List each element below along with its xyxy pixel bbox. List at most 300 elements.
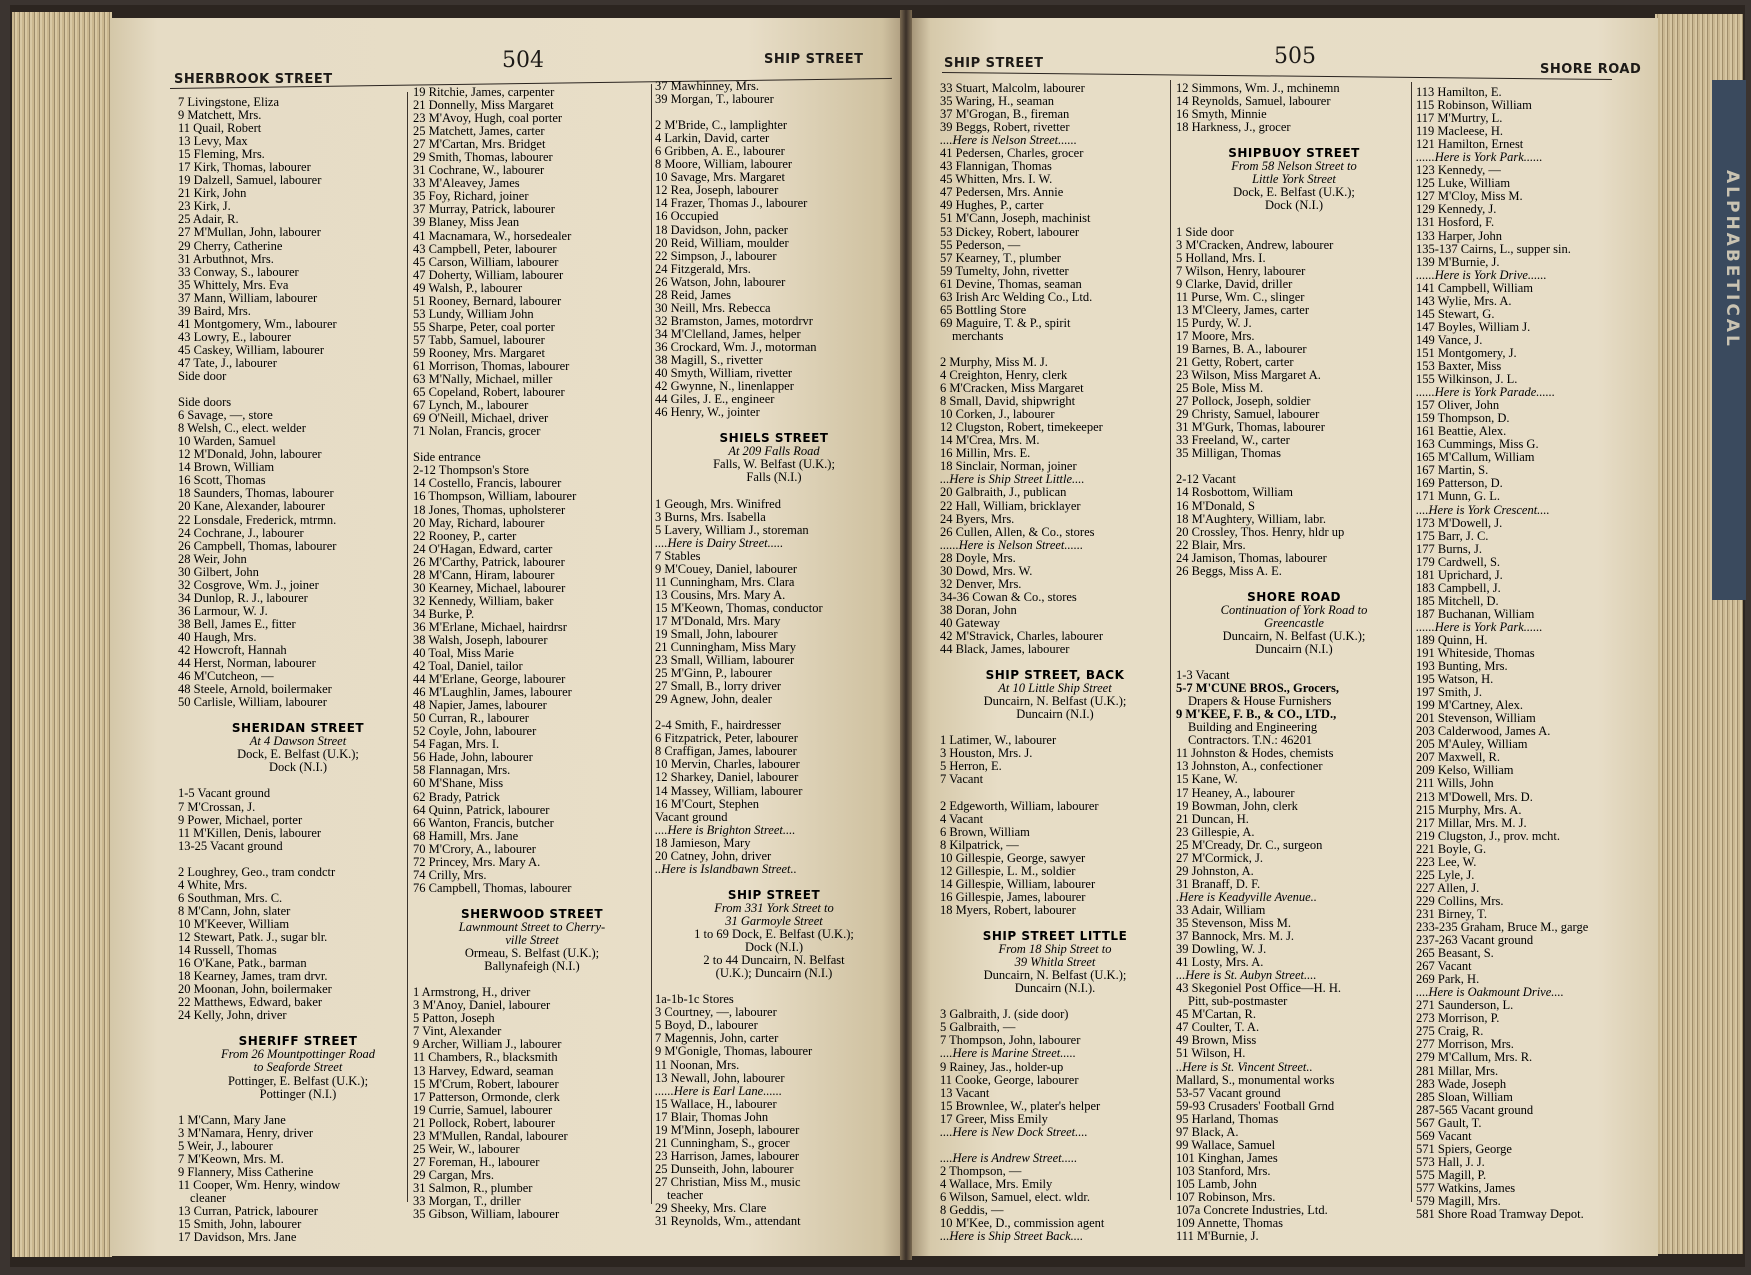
directory-entry: 54 Fagan, Mrs. I. [413, 737, 500, 752]
directory-entry: 66 Wanton, Francis, butcher [413, 815, 554, 830]
entry-continuation: teacher [667, 1187, 704, 1202]
directory-entry: 19 M'Minn, Joseph, labourer [655, 1122, 800, 1137]
directory-entry: 20 Catney, John, driver [655, 848, 772, 863]
directory-entry: 20 Moonan, John, boilermaker [178, 982, 332, 997]
directory-entry: 27 Pollock, Joseph, soldier [1176, 394, 1311, 409]
directory-entry: 68 Hamill, Mrs. Jane [413, 828, 519, 843]
directory-entry: 117 M'Murtry, L. [1416, 111, 1503, 126]
directory-entry: 31 M'Gurk, Thomas, labourer [1176, 420, 1325, 435]
directory-entry: 24 Byers, Mrs. [940, 511, 1015, 526]
directory-entry: 569 Vacant [1416, 1128, 1472, 1143]
directory-entry: 30 Neill, Mrs. Rebecca [655, 300, 771, 315]
directory-entry: 15 M'Keown, Thomas, conductor [655, 600, 823, 615]
directory-entry: 573 Hall, J. J. [1416, 1154, 1485, 1169]
directory-entry: 30 Dowd, Mrs. W. [940, 563, 1033, 578]
directory-entry: 9 M'Gonigle, Thomas, labourer [655, 1044, 813, 1059]
directory-entry: 115 Robinson, William [1416, 98, 1532, 113]
directory-entry: 101 Kinghan, James [1176, 1150, 1278, 1165]
directory-entry: 33 M'Aleavey, James [413, 176, 520, 191]
directory-entry: 6 Wilson, Samuel, elect. wldr. [940, 1189, 1090, 1204]
directory-entry: 59 Tumelty, John, rivetter [940, 263, 1069, 278]
directory-entry: 205 M'Auley, William [1416, 737, 1528, 752]
directory-entry: 31 Branaff, D. F. [1176, 876, 1261, 891]
cross-street-marker: ......Here is Earl Lane...... [655, 1083, 782, 1098]
directory-entry: 25 M'Ginn, P., labourer [655, 666, 772, 681]
directory-entry: 47 Doherty, William, labourer [413, 267, 564, 282]
directory-entry: 107a Concrete Industries, Ltd. [1176, 1203, 1328, 1218]
directory-entry: 33 Conway, S., labourer [178, 264, 299, 279]
directory-entry: 103 Stanford, Mrs. [1176, 1163, 1271, 1178]
cross-street-marker: ....Here is Brighton Street.... [655, 822, 796, 837]
directory-entry: 157 Oliver, John [1416, 398, 1500, 413]
directory-entry: 7 Thompson, John, labourer [940, 1033, 1081, 1048]
directory-entry: 8 Moore, William, labourer [655, 157, 793, 172]
directory-entry: 207 Maxwell, R. [1416, 750, 1501, 765]
directory-entry: 169 Patterson, D. [1416, 476, 1503, 491]
directory-entry: 10 Savage, Mrs. Margaret [655, 170, 785, 185]
directory-entry: 9 Flannery, Miss Catherine [178, 1164, 314, 1179]
directory-entry: 9 Power, Michael, porter [178, 812, 303, 827]
directory-entry: 23 Kirk, J. [178, 199, 231, 214]
directory-entry: 151 Montgomery, J. [1416, 345, 1517, 360]
directory-entry: 223 Lee, W. [1416, 854, 1477, 869]
directory-entry: 6 Gribben, A. E., labourer [655, 144, 785, 159]
directory-entry: 11 Cooper, Wm. Henry, window [178, 1177, 341, 1192]
directory-entry: 29 Cargan, Mrs. [413, 1167, 495, 1182]
directory-entry: 9 M'KEE, F. B., & CO., LTD., [1176, 707, 1337, 722]
cross-street-marker: ....Here is York Crescent.... [1416, 502, 1550, 517]
directory-entry: 24 Cochrane, J., labourer [178, 525, 304, 540]
directory-entry: 39 Baird, Mrs. [178, 303, 251, 318]
directory-entry: 67 Lynch, M., labourer [413, 398, 529, 413]
directory-entry: 32 Bramston, James, motordrvr [655, 313, 813, 328]
directory-entry: 10 M'Kee, D., commission agent [940, 1216, 1105, 1231]
directory-entry: 29 Cherry, Catherine [178, 238, 283, 253]
directory-entry: 4 Larkin, David, carter [655, 131, 770, 146]
directory-entry: 49 Brown, Miss [1176, 1033, 1257, 1048]
street-description: Duncairn, N. Belfast (U.K.); [1222, 628, 1366, 643]
directory-entry: 177 Burns, J. [1416, 541, 1482, 556]
street-description: Falls (N.I.) [746, 470, 802, 485]
cross-street-marker: ......Here is York Drive...... [1416, 267, 1547, 282]
directory-entry: 5 Galbraith, — [940, 1020, 1016, 1035]
directory-entry: Side entrance [413, 450, 481, 465]
street-description: Duncairn (N.I.) [1016, 707, 1094, 722]
directory-entry: 1 M'Cann, Mary Jane [178, 1112, 286, 1127]
directory-entry: 227 Allen, J. [1416, 880, 1480, 895]
book-gutter [900, 10, 912, 1260]
directory-entry: 2 M'Bride, C., lamplighter [655, 118, 788, 133]
directory-entry: 211 Wills, John [1416, 776, 1494, 791]
street-description: From 26 Mountpottinger Road [220, 1047, 376, 1062]
directory-entry: 35 Gibson, William, labourer [413, 1207, 560, 1222]
directory-entry: 16 Occupied [655, 209, 719, 224]
blank-line [655, 876, 893, 889]
directory-entry: 17 Patterson, Ormonde, clerk [413, 1089, 560, 1104]
directory-entry: 17 Moore, Mrs. [1176, 328, 1255, 343]
directory-entry: 11 Noonan, Mrs. [655, 1057, 740, 1072]
directory-entry: 20 Crossley, Thos. Henry, hldr up [1176, 524, 1345, 539]
directory-entry: 15 Kane, W. [1176, 772, 1238, 787]
directory-entry: 51 M'Cann, Joseph, machinist [940, 211, 1091, 226]
directory-entry: 22 Lonsdale, Frederick, mtrmn. [178, 512, 337, 527]
directory-entry: 61 Devine, Thomas, seaman [940, 276, 1082, 291]
directory-entry: 64 Quinn, Patrick, labourer [413, 802, 550, 817]
directory-entry: 10 Corken, J., labourer [940, 407, 1055, 422]
directory-entry: 29 Johnston, A. [1176, 863, 1254, 878]
directory-entry: 16 Scott, Thomas [178, 473, 266, 488]
directory-entry: 107 Robinson, Mrs. [1176, 1189, 1276, 1204]
directory-entry: 159 Thompson, D. [1416, 411, 1510, 426]
directory-entry: 14 Massey, William, labourer [655, 783, 803, 798]
directory-entry: 119 Macleese, H. [1416, 124, 1504, 139]
directory-entry: 57 Tabb, Samuel, labourer [413, 332, 545, 347]
directory-entry: 581 Shore Road Tramway Depot. [1416, 1207, 1584, 1222]
directory-entry: 219 Clugston, J., prov. mcht. [1416, 828, 1560, 843]
directory-entry: 38 Walsh, Joseph, labourer [413, 632, 548, 647]
directory-entry: 19 Bowman, John, clerk [1176, 798, 1298, 813]
directory-entry: 129 Kennedy, J. [1416, 202, 1497, 217]
directory-entry: 13 Cousins, Mrs. Mary A. [655, 587, 786, 602]
directory-entry: 161 Beattie, Alex. [1416, 424, 1507, 439]
directory-entry: 13-25 Vacant ground [178, 838, 283, 853]
street-heading: SHERIDAN STREET [231, 721, 365, 736]
directory-entry: 5 Holland, Mrs. I. [1176, 250, 1266, 265]
directory-entry: 18 Saunders, Thomas, labourer [178, 486, 334, 501]
directory-entry: 37 M'Grogan, B., fireman [940, 107, 1070, 122]
running-head-left-right: SHIP STREET [764, 52, 864, 67]
directory-entry: 37 Mann, William, labourer [178, 290, 318, 305]
directory-entry: 23 Harrison, James, labourer [655, 1148, 800, 1163]
directory-entry: 15 Purdy, W. J. [1176, 315, 1252, 330]
directory-entry: 10 Gillespie, George, sawyer [940, 850, 1086, 865]
street-description: Dock (N.I.) [1265, 198, 1323, 213]
directory-entry: 2 Murphy, Miss M. J. [940, 354, 1048, 369]
directory-entry: 10 Warden, Samuel [178, 434, 276, 449]
directory-entry: 8 Craffigan, James, labourer [655, 744, 797, 759]
directory-entry: Side door [178, 368, 227, 383]
directory-entry: 63 Irish Arc Welding Co., Ltd. [940, 289, 1093, 304]
directory-entry: 23 Gillespie, A. [1176, 824, 1255, 839]
directory-entry: 27 Foreman, H., labourer [413, 1154, 540, 1169]
directory-entry: 18 M'Aughtery, William, labr. [1176, 511, 1326, 526]
directory-entry: 26 M'Carthy, Patrick, labourer [413, 554, 565, 569]
directory-entry: 233-235 Graham, Bruce M., garge [1416, 920, 1589, 934]
directory-entry: 63 M'Nally, Michael, miller [413, 372, 553, 387]
street-description: From 331 York Street to [714, 900, 834, 915]
directory-entry: 3 M'Cracken, Andrew, labourer [1176, 237, 1334, 252]
column-divider [407, 92, 408, 1202]
directory-entry: 121 Hamilton, Ernest [1416, 137, 1524, 152]
directory-entry: 27 Christian, Miss M., music [655, 1174, 801, 1189]
blank-line [1176, 578, 1412, 591]
directory-entry: 25 M'Cready, Dr. C., surgeon [1176, 837, 1323, 852]
directory-entry: 145 Stewart, G. [1416, 306, 1495, 321]
directory-entry: 215 Murphy, Mrs. A. [1416, 802, 1522, 817]
directory-entry: 113 Hamilton, E. [1416, 85, 1502, 99]
directory-entry: 39 Morgan, T., labourer [655, 92, 774, 107]
directory-entry: 139 M'Burnie, J. [1416, 254, 1500, 269]
directory-entry: 45 Carson, William, labourer [413, 254, 559, 269]
directory-entry: Mallard, S., monumental works [1176, 1072, 1335, 1087]
directory-entry: 11 Chambers, R., blacksmith [413, 1050, 558, 1065]
directory-entry: 35 Milligan, Thomas [1176, 446, 1281, 461]
directory-entry: 8 Welsh, C., elect. welder [178, 421, 306, 436]
directory-entry: 273 Morrison, P. [1416, 1011, 1500, 1026]
cross-street-marker: ...Here is Ship Street Back.... [940, 1229, 1084, 1244]
street-description: Dock (N.I.) [745, 940, 803, 955]
directory-entry: 269 Park, H. [1416, 972, 1480, 987]
directory-entry: 44 M'Erlane, George, labourer [413, 672, 566, 687]
directory-entry: 44 Herst, Norman, labourer [178, 656, 316, 671]
directory-entry: 22 Matthews, Edward, baker [178, 995, 323, 1010]
directory-entry: 5 Patton, Joseph [413, 1011, 495, 1026]
directory-entry: 15 Smith, John, labourer [178, 1217, 302, 1232]
directory-entry: 28 Reid, James [655, 287, 732, 302]
street-description: 31 Garmoyle Street [725, 914, 823, 928]
directory-column-6 [1416, 85, 1642, 1222]
directory-entry: 571 Spiers, George [1416, 1141, 1512, 1156]
directory-entry: 8 Geddis, — [940, 1203, 1004, 1218]
directory-entry: 6 Southman, Mrs. C. [178, 890, 283, 905]
directory-entry: 40 Smyth, William, rivetter [655, 366, 793, 381]
directory-entry: 175 Barr, J. C. [1416, 528, 1489, 543]
directory-entry: 19 Dalzell, Samuel, labourer [178, 173, 322, 188]
entry-continuation: merchants [952, 328, 1004, 343]
directory-entry: 65 Copeland, Robert, labourer [413, 385, 565, 400]
directory-entry: 29 Agnew, John, dealer [655, 692, 772, 707]
directory-entry: 43 Campbell, Peter, labourer [413, 241, 557, 256]
directory-entry: 8 Kilpatrick, — [940, 837, 1019, 852]
street-description: Greencastle [1264, 615, 1324, 630]
directory-entry: 231 Birney, T. [1416, 906, 1487, 921]
directory-entry: 15 Wallace, H., labourer [655, 1096, 777, 1111]
directory-entry: 15 Brownlee, W., plater's helper [940, 1098, 1101, 1113]
directory-entry: 5-7 M'CUNE BROS., Grocers, [1176, 681, 1339, 696]
directory-entry: 10 M'Keever, William [178, 916, 290, 931]
directory-entry: 46 M'Laughlin, James, labourer [413, 685, 572, 700]
cross-street-marker: ....Here is Andrew Street..... [940, 1150, 1078, 1165]
directory-entry: 179 Cardwell, S. [1416, 554, 1501, 569]
directory-entry: 265 Beasant, S. [1416, 946, 1494, 961]
directory-entry: 34 Dunlop, R. J., labourer [178, 590, 308, 605]
directory-entry: 577 Watkins, James [1416, 1180, 1516, 1195]
street-description: Dock (N.I.) [269, 760, 327, 775]
cross-street-marker: ......Here is Nelson Street...... [940, 537, 1084, 552]
directory-entry: 39 Blaney, Miss Jean [413, 215, 520, 230]
directory-entry: 36 Larmour, W. J. [178, 603, 268, 618]
directory-entry: 199 M'Cartney, Alex. [1416, 698, 1523, 713]
directory-entry: 21 Cunningham, Miss Mary [655, 640, 796, 655]
directory-entry: 60 M'Shane, Miss [413, 776, 504, 791]
directory-entry: 26 Beggs, Miss A. E. [1176, 563, 1282, 578]
street-heading: SHERIFF STREET [238, 1034, 358, 1049]
directory-entry: 27 M'Mullan, John, labourer [178, 225, 321, 240]
directory-entry: 62 Brady, Patrick [413, 789, 501, 804]
street-description: Pottinger, E. Belfast (U.K.); [227, 1073, 369, 1088]
directory-entry: 193 Bunting, Mrs. [1416, 659, 1508, 674]
directory-entry: 9 Clarke, David, driller [1176, 276, 1293, 291]
directory-entry: 99 Wallace, Samuel [1176, 1137, 1276, 1152]
directory-entry: 74 Crilly, Mrs. [413, 867, 487, 882]
directory-entry: 48 Napier, James, labourer [413, 698, 547, 713]
directory-entry: 39 Dowling, W. J. [1176, 942, 1267, 957]
directory-entry: 20 Kane, Alexander, labourer [178, 499, 326, 514]
directory-entry: 19 Ritchie, James, carpenter [413, 85, 555, 99]
directory-entry: 14 Frazer, Thomas J., labourer [655, 196, 808, 211]
directory-entry: 187 Buchanan, William [1416, 606, 1535, 621]
directory-entry: 33 Stuart, Malcolm, labourer [940, 81, 1085, 95]
street-description: Pottinger (N.I.) [259, 1086, 337, 1101]
directory-entry: 163 Cummings, Miss G. [1416, 437, 1539, 452]
running-head-right-left: SHIP STREET [944, 56, 1044, 71]
entry-continuation: Building and Engineering [1188, 720, 1318, 735]
directory-entry: 13 Johnston, A., confectioner [1176, 759, 1323, 774]
directory-entry: 123 Kennedy, — [1416, 163, 1501, 178]
directory-entry: 189 Quinn, H. [1416, 632, 1488, 647]
directory-entry: 16 M'Court, Stephen [655, 796, 759, 811]
directory-entry: 16 M'Donald, S [1176, 498, 1255, 513]
directory-entry: 2-12 Vacant [1176, 472, 1236, 487]
directory-entry: 225 Lyle, J. [1416, 867, 1475, 882]
directory-entry: 171 Munn, G. L. [1416, 489, 1501, 504]
directory-entry: 275 Craig, R. [1416, 1024, 1484, 1039]
directory-entry: 26 Watson, John, labourer [655, 274, 786, 289]
directory-entry: 45 M'Cartan, R. [1176, 1007, 1257, 1022]
directory-entry: 57 Kearney, T., plumber [940, 250, 1061, 265]
directory-entry: 43 Lowry, E., labourer [178, 329, 292, 344]
directory-entry: 18 Jamieson, Mary [655, 835, 751, 850]
directory-entry: 7 Wilson, Henry, labourer [1176, 263, 1306, 278]
directory-entry: 33 Morgan, T., driller [413, 1193, 521, 1208]
directory-entry: 143 Wylie, Mrs. A. [1416, 293, 1512, 308]
street-description: 39 Whitla Street [1014, 955, 1096, 970]
column-divider [1411, 82, 1412, 1202]
directory-entry: 45 Whitten, Mrs. I. W. [940, 172, 1053, 187]
directory-entry: 38 Magill, S., rivetter [655, 352, 763, 367]
cross-street-marker: .Here is Keadyville Avenue.. [1176, 889, 1317, 904]
directory-entry: 41 Pedersen, Charles, grocer [940, 146, 1084, 161]
directory-entry: 71 Nolan, Francis, grocer [413, 424, 541, 439]
directory-entry: 237-263 Vacant ground [1416, 933, 1534, 948]
blank-line [178, 1101, 418, 1114]
directory-entry: Side doors [178, 395, 232, 410]
directory-entry: 3 M'Anoy, Daniel, labourer [413, 998, 551, 1013]
cross-street-marker: ...Here is Ship Street Little.... [940, 472, 1085, 487]
directory-entry: 173 M'Dowell, J. [1416, 515, 1503, 530]
directory-entry: 141 Campbell, William [1416, 280, 1533, 295]
directory-column-1 [178, 95, 418, 1245]
street-description: At 10 Little Ship Street [998, 681, 1112, 696]
directory-entry: 155 Wilkinson, J. L. [1416, 372, 1518, 387]
directory-entry: 21 Cunningham, S., grocer [655, 1135, 790, 1150]
directory-column-4 [940, 81, 1170, 1244]
directory-entry: 41 Macnamara, W., horsedealer [413, 228, 572, 243]
directory-entry: 17 Davidson, Mrs. Jane [178, 1230, 297, 1245]
street-heading: SHIP STREET [727, 887, 821, 902]
directory-entry: 2 Loughrey, Geo., tram condctr [178, 864, 336, 879]
directory-entry: 12 Stewart, Patk. J., sugar blr. [178, 930, 328, 944]
directory-entry: 32 Kennedy, William, baker [413, 593, 554, 608]
directory-entry: 7 Livingstone, Eliza [178, 95, 280, 109]
directory-entry: 69 O'Neill, Michael, driver [413, 411, 549, 426]
directory-entry: 3 Houston, Mrs. J. [940, 746, 1033, 761]
directory-entry: 12 Simmons, Wm. J., mchinemn [1176, 81, 1340, 95]
directory-entry: 12 Rea, Joseph, labourer [655, 183, 779, 198]
directory-entry: 8 Small, David, shipwright [940, 394, 1076, 409]
directory-entry: 17 Greer, Miss Emily [940, 1111, 1048, 1126]
directory-entry: 44 Black, James, labourer [940, 642, 1070, 657]
directory-entry: 18 Harkness, J., grocer [1176, 120, 1291, 135]
directory-entry: 9 Archer, William J., labourer [413, 1037, 562, 1052]
directory-entry: 11 Johnston & Hodes, chemists [1176, 746, 1334, 761]
directory-entry: 20 Galbraith, J., publican [940, 485, 1067, 500]
directory-entry: 22 Simpson, J., labourer [655, 248, 777, 263]
directory-entry: 34 M'Clelland, James, helper [655, 326, 801, 341]
directory-entry: 27 Small, B., lorry driver [655, 679, 782, 694]
directory-entry: 47 Coulter, T. A. [1176, 1020, 1260, 1035]
directory-entry: 21 Getty, Robert, carter [1176, 354, 1294, 369]
directory-entry: 131 Hosford, F. [1416, 215, 1495, 230]
directory-entry: 29 Sheeky, Mrs. Clare [655, 1201, 767, 1216]
directory-entry: 11 Purse, Wm. C., slinger [1176, 289, 1305, 304]
directory-entry: 22 Blair, Mrs. [1176, 537, 1246, 552]
directory-entry: 579 Magill, Mrs. [1416, 1193, 1501, 1208]
directory-entry: 7 Stables [655, 548, 701, 563]
directory-entry: 4 Wallace, Mrs. Emily [940, 1176, 1053, 1191]
directory-entry: 17 Blair, Thomas John [655, 1109, 769, 1124]
directory-entry: 50 Curran, R., labourer [413, 711, 529, 726]
running-head-right: SHORE ROAD [1540, 62, 1642, 77]
street-description: Continuation of York Road to [1220, 602, 1368, 617]
directory-entry: 1 Armstrong, H., driver [413, 985, 531, 1000]
cross-street-marker: ....Here is Oakmount Drive.... [1416, 985, 1564, 1000]
directory-entry: 191 Whiteside, Thomas [1416, 646, 1535, 661]
directory-entry: 28 Doyle, Mrs. [940, 550, 1016, 565]
directory-entry: 133 Harper, John [1416, 228, 1502, 243]
directory-entry: 38 Doran, John [940, 602, 1017, 617]
directory-entry: 52 Coyle, John, labourer [413, 724, 537, 739]
directory-entry: 195 Watson, H. [1416, 672, 1494, 687]
directory-entry: 35 Waring, H., seaman [940, 94, 1055, 109]
directory-entry: 22 Hall, William, bricklayer [940, 498, 1081, 513]
directory-entry: 213 M'Dowell, Mrs. D. [1416, 789, 1533, 804]
directory-entry: 37 Mawhinney, Mrs. [655, 79, 760, 93]
directory-entry: 20 May, Richard, labourer [413, 515, 545, 530]
directory-entry: 2 Edgeworth, William, labourer [940, 798, 1099, 813]
directory-entry: 19 Currie, Samuel, labourer [413, 1102, 553, 1117]
directory-entry: 14 Gillespie, William, labourer [940, 876, 1096, 891]
directory-entry: 46 Henry, W., jointer [655, 405, 760, 420]
directory-entry: 1-5 Vacant ground [178, 786, 271, 801]
directory-entry: 26 Campbell, Thomas, labourer [178, 538, 337, 553]
directory-entry: 51 Rooney, Bernard, labourer [413, 293, 562, 308]
directory-entry: 31 Reynolds, Wm., attendant [655, 1214, 801, 1229]
directory-entry: 4 Creighton, Henry, clerk [940, 368, 1068, 383]
directory-entry: 37 Murray, Patrick, labourer [413, 202, 555, 217]
directory-entry: 38 Bell, James E., fitter [178, 616, 296, 631]
directory-entry: 6 Brown, William [940, 824, 1030, 839]
directory-entry: 8 M'Cann, John, slater [178, 903, 291, 918]
directory-entry: 13 Curran, Patrick, labourer [178, 1203, 318, 1218]
directory-entry: 13 Harvey, Edward, seaman [413, 1063, 554, 1078]
directory-entry: 24 Kelly, John, driver [178, 1008, 287, 1023]
directory-entry: 46 M'Cutcheon, — [178, 669, 274, 684]
blank-line [1176, 212, 1412, 225]
directory-entry: 40 Haugh, Mrs. [178, 629, 257, 644]
directory-entry: 41 Losty, Mrs. A. [1176, 955, 1264, 970]
directory-entry: 32 Denver, Mrs. [940, 576, 1022, 591]
